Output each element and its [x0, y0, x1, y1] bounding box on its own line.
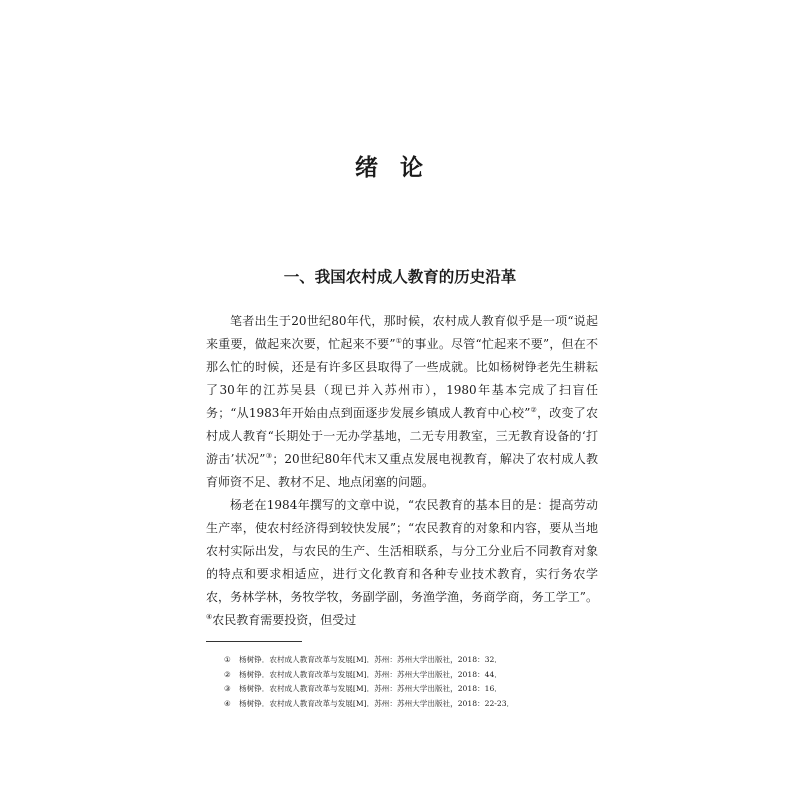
section-title: 一、我国农村成人教育的历史沿革	[283, 268, 517, 286]
paragraph-2	[206, 494, 598, 632]
footnote-mark: ④	[224, 698, 231, 708]
footnote-ref-1: ①	[395, 337, 403, 345]
footnote-1	[224, 653, 604, 668]
text-run: ，改变了农村成人教育“长期处于一无办学基地，二无专用教室，三无教育设备的‘打游击’状况”	[206, 406, 598, 466]
footnote-mark: ①	[224, 655, 231, 664]
footnote-text: 杨树铮．农村成人教育改革与发展[M]．苏州：苏州大学出版社，2018：44．	[239, 669, 502, 679]
footnote-text: 杨树铮．农村成人教育改革与发展[M]．苏州：苏州大学出版社，2018：16．	[239, 684, 502, 693]
footnotes	[224, 653, 604, 711]
paragraph-1	[206, 310, 598, 494]
footnote-mark: ③	[224, 684, 231, 693]
body-text	[206, 310, 598, 632]
chapter-title: 绪论	[355, 155, 445, 181]
footnote-divider	[206, 641, 302, 642]
footnote-text: 杨树铮．农村成人教育改革与发展[M]．苏州：苏州大学出版社，2018：32．	[239, 655, 502, 664]
footnote-ref-3: ③	[265, 452, 273, 460]
footnote-mark: ②	[224, 669, 231, 679]
footnote-4	[224, 697, 604, 712]
footnote-ref-4: ④	[206, 613, 213, 621]
footnote-3	[224, 682, 604, 697]
footnote-text: 杨树铮．农村成人教育改革与发展[M]．苏州：苏州大学出版社，2018：22-23．	[239, 698, 515, 708]
text-run: 笔者出生于20世纪80年代，那时候，农村成人教育似乎是一项“说起来重要，做起来次要，忙起来不要”	[206, 314, 598, 351]
footnote-ref-2: ②	[530, 406, 538, 414]
text-run: 杨老在1984年撰写的文章中说，“农民教育的基本目的是：提高劳动生产率，使农村经济得到较快发展”；“农民教育的对象和内容，要从当地农村实际出发，与农民的生产、生活相联系，与分工分业后不同教育对象的特点和要求相适应，进行文化教育和各种专业技术教育，实行务农学农，务林学林，务牧学牧，务副学副，务渔学渔，务商学商，务工学工”。	[206, 498, 598, 604]
text-run: 的事业。尽管“忙起来不要”，但在不那么忙的时候，还是有许多区县取得了一些成就。比如杨树铮老先生耕耘了30年的江苏吴县（现已并入苏州市），1980年基本完成了扫盲任务；“从1983年开始由点到面逐步发展乡镇成人教育中心校”	[206, 337, 598, 420]
text-run: 农民教育需要投资，但受过	[212, 613, 357, 627]
text-run: ；20世纪80年代末又重点发展电视教育，解决了农村成人教育师资不足、教材不足、地点闭塞的问题。	[206, 452, 598, 489]
footnote-2	[224, 668, 604, 683]
